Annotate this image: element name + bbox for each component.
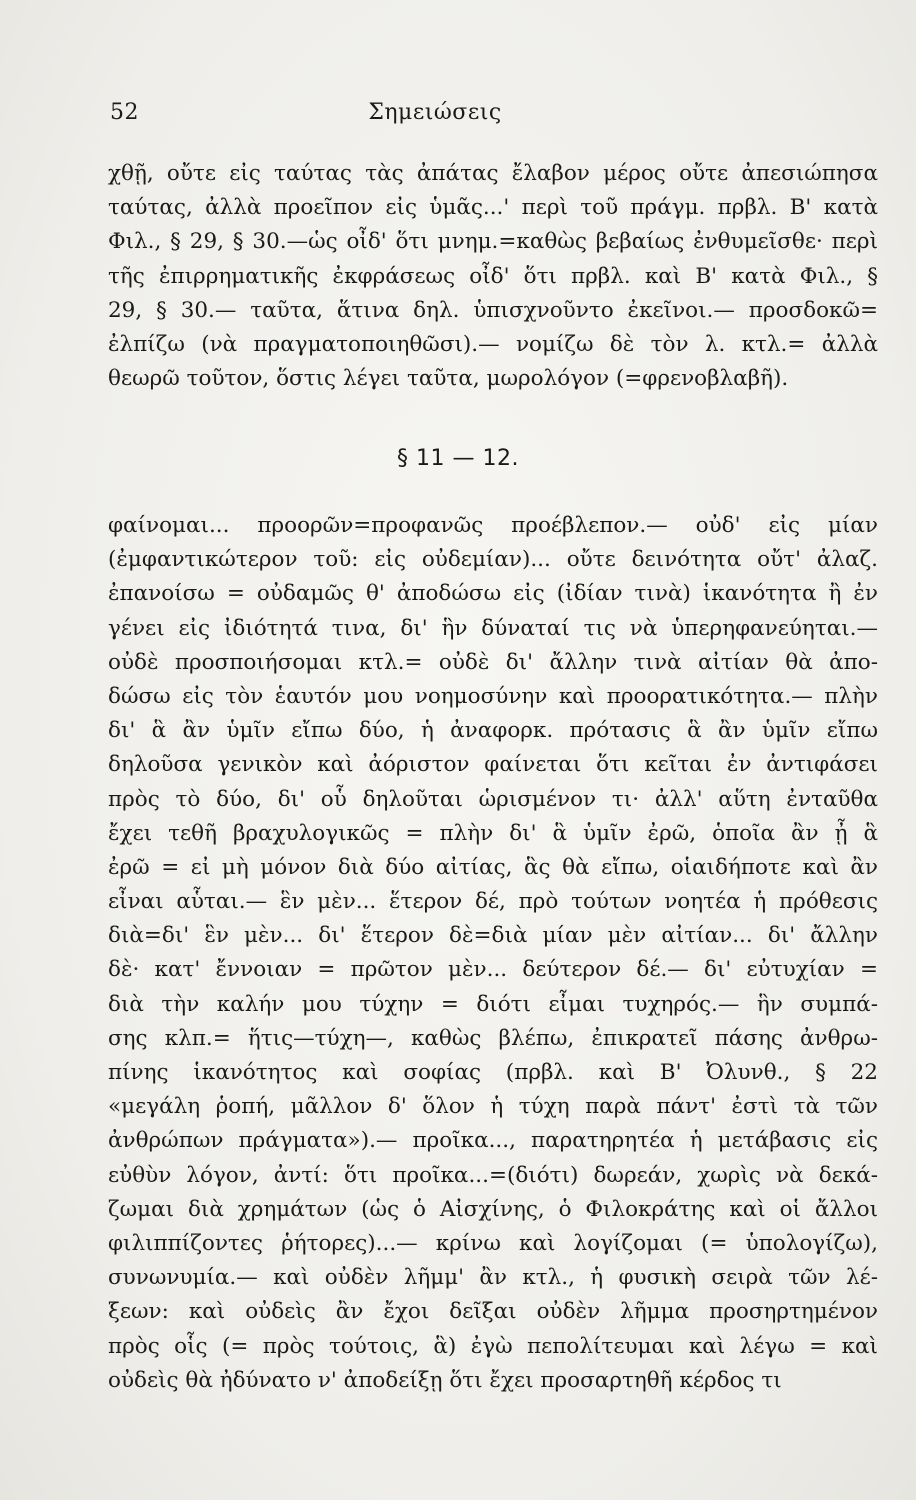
text-line: διὰ τὴν καλήν μου τύχην = διότι εἶμαι τυχηρός.— ἣν συμπά- xyxy=(108,991,878,1017)
text-line: πίνης ἱκανότητος καὶ σοφίας (πρβλ. καὶ Β' Ὀλυνθ., § 22 xyxy=(108,1060,878,1085)
text-line: δὲ· κατ' ἔννοιαν = πρῶτον μὲν... δεύτερον δέ.— δι' εὐτυχίαν = xyxy=(108,957,878,983)
text-line: χθῇ, οὔτε εἰς ταύτας τὰς ἀπάτας ἔλαβον μέρος οὔτε ἀπεσιώπησα xyxy=(108,161,878,186)
text-line: τῆς ἐπιρρηματικῆς ἐκφράσεως οἶδ' ὅτι πρβλ. καὶ Β' κατὰ Φιλ., § xyxy=(108,263,878,289)
text-line: ζωμαι διὰ χρημάτων (ὡς ὁ Αἰσχίνης, ὁ Φιλοκράτης καὶ οἱ ἄλλοι xyxy=(108,1196,878,1222)
text-line: θεωρῶ τοῦτον, ὅστις λέγει ταῦτα, μωρολόγον (=φρενοβλαβῆ). xyxy=(108,366,789,392)
text-line: οὐδεὶς θὰ ἠδύνατο ν' ἀποδείξῃ ὅτι ἔχει προσαρτηθῆ κέρδος τι xyxy=(108,1367,782,1393)
text-line: δηλοῦσα γενικὸν καὶ ἀόριστον φαίνεται ὅτι κεῖται ἐν ἀντιφάσει xyxy=(108,752,878,778)
text-line: φαίνομαι... προορῶν=προφανῶς προέβλεπον.— οὐδ' εἰς μίαν xyxy=(108,513,878,538)
page-header xyxy=(110,100,870,140)
text-line: δι' ἃ ἂν ὑμῖν εἴπω δύο, ἡ ἀναφορκ. πρότασις ἃ ἂν ὑμῖν εἴπω xyxy=(108,718,878,744)
text-line: πρὸς τὸ δύο, δι' οὗ δηλοῦται ὡρισμένον τι· ἀλλ' αὕτη ἐνταῦθα xyxy=(108,786,878,812)
text-line: διὰ=δι' ἓν μὲν... δι' ἕτερον δὲ=διὰ μίαν μὲν αἰτίαν... δι' ἄλλην xyxy=(108,923,878,949)
text-line: 29, § 30.— ταῦτα, ἅτινα δηλ. ὑπισχνοῦντο ἐκεῖνοι.— προσδοκῶ= xyxy=(108,297,878,323)
text-line: (ἐμφαντικώτερον τοῦ: εἰς οὐδεμίαν)... οὔτε δεινότητα οὔτ' ἀλαζ. xyxy=(108,547,878,573)
text-line: εὐθὺν λόγον, ἀντί: ὅτι προῖκα...=(διότι) δωρεάν, χωρὶς νὰ δεκά- xyxy=(108,1162,878,1188)
page-number: 52 xyxy=(110,100,139,125)
text-line: φιλιππίζοντες ῥήτορες)...— κρίνω καὶ λογίζομαι (= ὑπολογίζω), xyxy=(108,1230,878,1256)
running-title: Σημειώσεις xyxy=(368,100,502,125)
text-line: γένει εἰς ἰδιότητά τινα, δι' ἣν δύναταί τις νὰ ὑπερηφανεύηται.— xyxy=(108,615,878,641)
text-line: Φιλ., § 29, § 30.—ὡς οἶδ' ὅτι μνημ.=καθὼς βεβαίως ἐνθυμεῖσθε· περὶ xyxy=(108,229,878,255)
paragraph-2 xyxy=(108,509,878,1398)
text-line: σης κλπ.= ἥτις—τύχη—, καθὼς βλέπω, ἐπικρατεῖ πάσης ἀνθρω- xyxy=(108,1025,878,1051)
text-line: ξεων: καὶ οὐδεὶς ἂν ἔχοι δεῖξαι οὐδὲν λῆμμα προσηρτημένον xyxy=(108,1299,878,1325)
section-heading: § 11 — 12. xyxy=(397,446,519,471)
text-line: «μεγάλη ῥοπή, μᾶλλον δ' ὅλον ἡ τύχη παρὰ πάντ' ἐστὶ τὰ τῶν xyxy=(108,1094,878,1120)
text-line: δώσω εἰς τὸν ἑαυτόν μου νοημοσύνην καὶ προορατικότητα.— πλὴν xyxy=(108,683,878,709)
text-line: ἀνθρώπων πράγματα»).— προῖκα..., παρατηρητέα ἡ μετάβασις εἰς xyxy=(108,1128,878,1154)
text-line: οὐδὲ προσποιήσομαι κτλ.= οὐδὲ δι' ἄλλην τινὰ αἰτίαν θὰ ἀπο- xyxy=(108,649,878,675)
text-line: ταύτας, ἀλλὰ προεῖπον εἰς ὑμᾶς...' περὶ τοῦ πράγμ. πρβλ. Β' κατὰ xyxy=(108,195,878,221)
text-line: ἐλπίζω (νὰ πραγματοποιηθῶσι).— νομίζω δὲ τὸν λ. κτλ.= ἀλλὰ xyxy=(108,331,878,357)
text-line: πρὸς οἷς (= πρὸς τούτοις, ἃ) ἐγὼ πεπολίτευμαι καὶ λέγω = καὶ xyxy=(108,1333,878,1359)
paragraph-1 xyxy=(108,157,878,396)
text-line: εἶναι αὗται.— ἓν μὲν... ἕτερον δέ, πρὸ τούτων νοητέα ἡ πρόθεσις xyxy=(108,889,878,915)
text-line: ἔχει τεθῆ βραχυλογικῶς = πλὴν δι' ἃ ὑμῖν ἐρῶ, ὁποῖα ἂν ᾖ ἃ xyxy=(108,820,878,846)
text-line: ἐπανοίσω = οὐδαμῶς θ' ἀποδώσω εἰς (ἰδίαν τινὰ) ἱκανότητα ἢ ἐν xyxy=(108,581,878,607)
text-line: ἐρῶ = εἰ μὴ μόνον διὰ δύο αἰτίας, ἃς θὰ εἴπω, οἱαιδήποτε καὶ ἂν xyxy=(108,854,878,880)
text-line: συνωνυμία.— καὶ οὐδὲν λῆμμ' ἂν κτλ., ἡ φυσικὴ σειρὰ τῶν λέ- xyxy=(108,1265,878,1291)
